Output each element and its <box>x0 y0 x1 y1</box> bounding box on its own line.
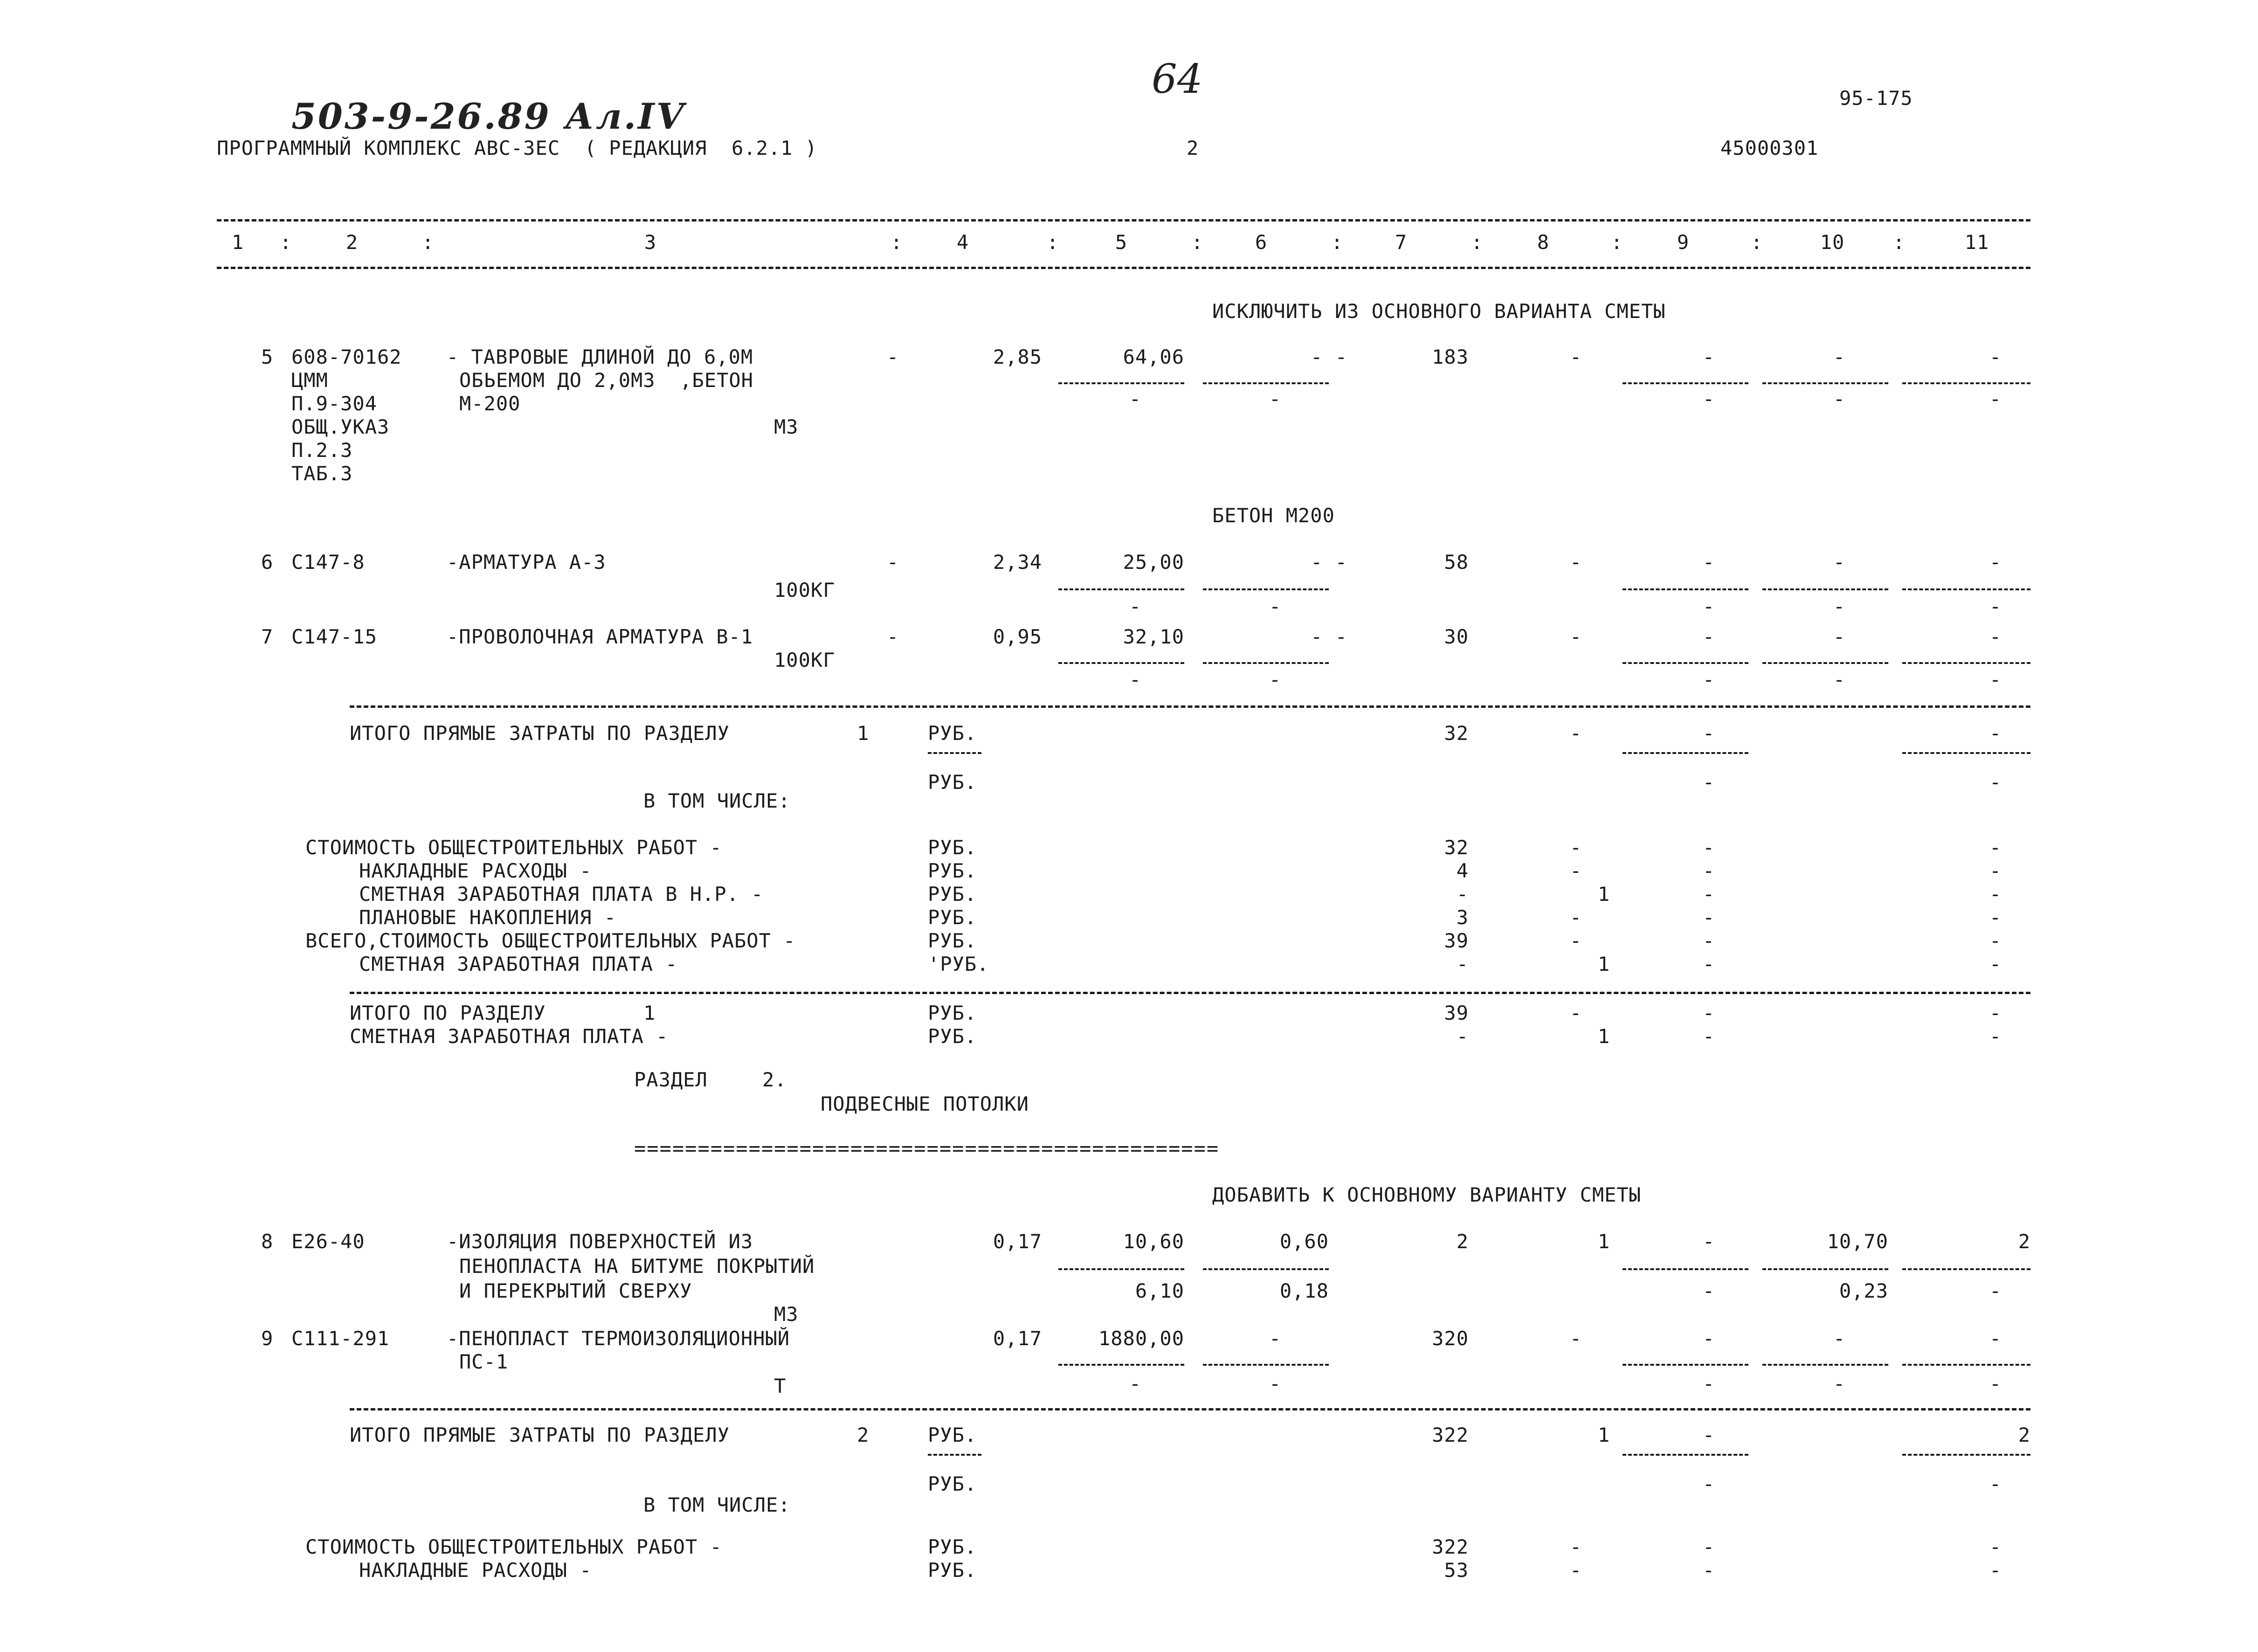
item-description: ПС-1 <box>459 1350 509 1373</box>
item-unit: 100КГ <box>774 649 836 671</box>
handwritten-page-number: 64 <box>1152 56 1203 103</box>
col9-value: - <box>1702 1535 1715 1558</box>
col8-value: 1 <box>1597 953 1610 975</box>
col4-value: - <box>886 346 899 368</box>
handwritten-code: 503-9-26.89 Ал.IV <box>291 96 686 137</box>
sub-col9-value: - <box>1702 595 1715 618</box>
col6-value: 0,60 <box>1279 1230 1329 1253</box>
currency-label: РУБ. <box>928 883 977 905</box>
sub-col9-value: - <box>1702 387 1715 410</box>
total-section-number: 2 <box>857 1424 870 1446</box>
col8-value: - <box>1569 836 1582 859</box>
col7-value: 322 <box>1432 1424 1469 1446</box>
col11-value: - <box>1989 1559 2002 1582</box>
sub-rule <box>1203 588 1329 590</box>
sub-col10-value: - <box>1833 595 1846 618</box>
item-unit: М3 <box>774 1303 799 1326</box>
col8-value: - <box>1569 625 1582 648</box>
total-label: ИТОГО ПРЯМЫЕ ЗАТРАТЫ ПО РАЗДЕЛУ <box>350 722 730 745</box>
col5-value: 64,06 <box>1123 346 1184 368</box>
column-separator: : <box>1893 231 1906 254</box>
col11-value: - <box>1989 722 2002 745</box>
column-number: 1 <box>231 231 244 254</box>
sub-rule <box>1623 588 1748 590</box>
header-top-rule <box>217 219 2030 221</box>
sub-rule <box>1902 588 2030 590</box>
column-separator: : <box>422 231 435 254</box>
col11-value: - <box>1989 771 2002 794</box>
column-header-row <box>0 232 2258 255</box>
item-description: -ПРОВОЛОЧНАЯ АРМАТУРА В-1 <box>447 625 753 648</box>
col11-value: 2 <box>2018 1424 2030 1446</box>
item-description: М-200 <box>459 392 521 415</box>
col4-value: - <box>886 625 899 648</box>
sub-col6-value: - <box>1269 595 1282 618</box>
col5-value: 25,00 <box>1123 551 1184 574</box>
currency-label: РУБ. <box>928 722 977 745</box>
section-label: РАЗДЕЛ <box>634 1068 708 1091</box>
col7-value: 3 <box>1456 906 1469 929</box>
column-number: 2 <box>345 231 359 254</box>
item-unit: М3 <box>774 415 799 438</box>
col11-value: - <box>1989 1025 2002 1048</box>
quantity-value: 0,95 <box>993 625 1042 648</box>
sub-rule <box>1058 382 1184 384</box>
sub-col10-value: - <box>1833 668 1846 691</box>
column-number: 10 <box>1820 231 1845 254</box>
sub-rule <box>1058 1268 1184 1270</box>
currency-label: РУБ. <box>928 906 977 929</box>
item-code: ОБЩ.УКАЗ <box>291 415 390 438</box>
column-separator: : <box>280 231 292 254</box>
sub-rule <box>1203 1364 1329 1366</box>
col9-value: - <box>1702 625 1715 648</box>
col10-value: - <box>1833 346 1846 368</box>
col9-value: - <box>1702 836 1715 859</box>
sub-rule <box>1058 588 1184 590</box>
section-underline: ============================================== <box>634 1138 1220 1159</box>
col11-value: - <box>1989 1472 2002 1495</box>
col9-value: - <box>1702 929 1715 952</box>
breakdown-label: НАКЛАДНЫЕ РАСХОДЫ - <box>359 859 592 882</box>
column-number: 9 <box>1677 231 1690 254</box>
total-label: ИТОГО ПРЯМЫЕ ЗАТРАТЫ ПО РАЗДЕЛУ <box>350 1424 730 1446</box>
column-number: 11 <box>1964 231 1989 254</box>
col9-value: - <box>1702 1230 1715 1253</box>
concrete-heading: БЕТОН М200 <box>1212 504 1335 527</box>
quantity-value: 2,34 <box>993 551 1042 574</box>
col9-value: - <box>1702 906 1715 929</box>
col7-value: - <box>1456 883 1469 905</box>
sub-rule <box>1902 1454 2030 1456</box>
section-rule <box>350 705 2030 708</box>
col8-value: - <box>1569 1535 1582 1558</box>
col11-value: - <box>1989 551 2002 574</box>
col11-value: - <box>1989 906 2002 929</box>
item-description: И ПЕРЕКРЫТИЙ СВЕРХУ <box>459 1279 692 1302</box>
total-section-number: 1 <box>857 722 870 745</box>
column-number: 7 <box>1395 231 1408 254</box>
column-number: 5 <box>1115 231 1128 254</box>
col7-value: - <box>1456 953 1469 975</box>
sub-col11-value: - <box>1989 1279 2002 1302</box>
item-number: 5 <box>261 346 274 368</box>
col11-value: 2 <box>2018 1230 2030 1253</box>
exclude-heading: ИСКЛЮЧИТЬ ИЗ ОСНОВНОГО ВАРИАНТА СМЕТЫ <box>1212 300 1666 323</box>
item-code: С111-291 <box>291 1327 390 1350</box>
item-number: 9 <box>261 1327 274 1350</box>
quantity-value: 0,17 <box>993 1230 1042 1253</box>
wage-label: СМЕТНАЯ ЗАРАБОТНАЯ ПЛАТА - <box>350 1025 669 1048</box>
sub-col5-value: - <box>1129 595 1142 618</box>
col8-value: - <box>1569 1327 1582 1350</box>
currency-label: РУБ. <box>928 1025 977 1048</box>
sheet-number: 2 <box>1187 137 1199 159</box>
item-code: ТАБ.3 <box>291 462 353 485</box>
col7-value: - <box>1456 1025 1469 1048</box>
sub-rule <box>1623 752 1748 754</box>
breakdown-label: НАКЛАДНЫЕ РАСХОДЫ - <box>359 1559 592 1582</box>
col7-value: 53 <box>1444 1559 1469 1582</box>
item-number: 8 <box>261 1230 274 1253</box>
sub-rule <box>1762 1268 1888 1270</box>
item-code: ЦММ <box>291 369 328 392</box>
col9-value: - <box>1702 859 1715 882</box>
col4-value: - <box>886 551 899 574</box>
col7-value: 4 <box>1456 859 1469 882</box>
col9-value: - <box>1702 1002 1715 1024</box>
sub-col11-value: - <box>1989 668 2002 691</box>
sub-rule <box>1623 662 1748 664</box>
col11-value: - <box>1989 346 2002 368</box>
quantity-value: 2,85 <box>993 346 1042 368</box>
column-number: 8 <box>1537 231 1550 254</box>
col8-value: 1 <box>1597 1025 1610 1048</box>
currency-label: 'РУБ. <box>928 953 989 975</box>
col11-value: - <box>1989 883 2002 905</box>
col8-value: - <box>1569 1559 1582 1582</box>
column-number: 4 <box>956 231 969 254</box>
sub-col11-value: - <box>1989 1372 2002 1395</box>
column-separator: : <box>1471 231 1484 254</box>
col10-value: 10,70 <box>1827 1230 1888 1253</box>
add-heading: ДОБАВИТЬ К ОСНОВНОМУ ВАРИАНТУ СМЕТЫ <box>1212 1183 1642 1206</box>
col11-value: - <box>1989 625 2002 648</box>
col8-value: - <box>1569 346 1582 368</box>
col9-value: - <box>1702 883 1715 905</box>
header-bottom-rule <box>217 267 2030 269</box>
col8-value: 1 <box>1597 1424 1610 1446</box>
item-description: ОБЬЕМОМ ДО 2,0М3 ,БЕТОН <box>459 369 753 392</box>
currency-label: РУБ. <box>928 1535 977 1558</box>
sub-col11-value: - <box>1989 595 2002 618</box>
col9-value: - <box>1702 1327 1715 1350</box>
col5-value: 32,10 <box>1123 625 1184 648</box>
currency-label: РУБ. <box>928 836 977 859</box>
col6-value: - <box>1269 1327 1282 1350</box>
col11-value: - <box>1989 1535 2002 1558</box>
sub-rule <box>1623 1268 1748 1270</box>
col8-value: - <box>1569 1002 1582 1024</box>
item-description: - ТАВРОВЫЕ ДЛИНОЙ ДО 6,0М <box>447 346 753 368</box>
including-heading: В ТОМ ЧИСЛЕ: <box>643 1493 791 1516</box>
sub-rule <box>1902 1364 2030 1366</box>
col7-value: 32 <box>1444 836 1469 859</box>
currency-label: РУБ. <box>928 929 977 952</box>
total-label: ИТОГО ПО РАЗДЕЛУ <box>350 1002 546 1024</box>
col6-value: - - <box>1311 346 1347 368</box>
currency-label: РУБ. <box>928 1424 977 1446</box>
sub-rule <box>1058 662 1184 664</box>
section-rule <box>350 992 2030 994</box>
currency-rule <box>928 1454 981 1456</box>
section-title: ПОДВЕСНЫЕ ПОТОЛКИ <box>821 1092 1029 1115</box>
sub-rule <box>1203 662 1329 664</box>
col8-value: - <box>1569 859 1582 882</box>
col8-value: - <box>1569 551 1582 574</box>
column-separator: : <box>1331 231 1344 254</box>
sub-col10-value: - <box>1833 1372 1846 1395</box>
sub-rule <box>1203 1268 1329 1270</box>
col9-value: - <box>1702 722 1715 745</box>
col5-value: 1880,00 <box>1098 1327 1184 1350</box>
quantity-value: 0,17 <box>993 1327 1042 1350</box>
column-separator: : <box>1611 231 1623 254</box>
sub-col6-value: 0,18 <box>1279 1279 1329 1302</box>
column-separator: : <box>1191 231 1204 254</box>
col7-value: 58 <box>1444 551 1469 574</box>
col10-value: - <box>1833 625 1846 648</box>
column-separator: : <box>891 231 903 254</box>
section-number: 2. <box>762 1068 787 1091</box>
item-code: П.2.3 <box>291 439 353 462</box>
ref-number: 95-175 <box>1839 87 1913 110</box>
col7-value: 183 <box>1432 346 1469 368</box>
sub-col6-value: - <box>1269 387 1282 410</box>
col11-value: - <box>1989 859 2002 882</box>
col9-value: - <box>1702 1424 1715 1446</box>
item-unit: 100КГ <box>774 579 836 601</box>
col9-value: - <box>1702 953 1715 975</box>
col8-value: - <box>1569 722 1582 745</box>
sub-rule <box>1623 1454 1748 1456</box>
col11-value: - <box>1989 1002 2002 1024</box>
col11-value: - <box>1989 953 2002 975</box>
currency-label: РУБ. <box>928 1472 977 1495</box>
sub-col10-value: - <box>1833 387 1846 410</box>
breakdown-label: ВСЕГО,СТОИМОСТЬ ОБЩЕСТРОИТЕЛЬНЫХ РАБОТ - <box>305 929 796 952</box>
sub-col9-value: - <box>1702 668 1715 691</box>
program-line: ПРОГРАММНЫЙ КОМПЛЕКС АВС-3ЕС ( РЕДАКЦИЯ 6.2.1 ) <box>217 137 818 159</box>
col9-value: - <box>1702 1025 1715 1048</box>
currency-label: РУБ. <box>928 1002 977 1024</box>
col7-value: 30 <box>1444 625 1469 648</box>
item-code: С147-15 <box>291 625 378 648</box>
sub-rule <box>1762 588 1888 590</box>
item-code: 608-70162 <box>291 346 402 368</box>
sub-rule <box>1902 662 2030 664</box>
item-description: -АРМАТУРА А-3 <box>447 551 606 574</box>
item-unit: Т <box>774 1375 787 1397</box>
col11-value: - <box>1989 836 2002 859</box>
col6-value: - - <box>1311 551 1347 574</box>
sub-col5-value: - <box>1129 668 1142 691</box>
item-description: -ИЗОЛЯЦИЯ ПОВЕРХНОСТЕЙ ИЗ <box>447 1230 753 1253</box>
section-rule <box>350 1408 2030 1410</box>
col11-value: - <box>1989 929 2002 952</box>
breakdown-label: ПЛАНОВЫЕ НАКОПЛЕНИЯ - <box>359 906 617 929</box>
breakdown-label: СМЕТНАЯ ЗАРАБОТНАЯ ПЛАТА В Н.Р. - <box>359 883 764 905</box>
sub-col5-value: 6,10 <box>1135 1279 1184 1302</box>
col7-value: 320 <box>1432 1327 1469 1350</box>
item-number: 7 <box>261 625 274 648</box>
sub-rule <box>1203 382 1329 384</box>
col8-value: 1 <box>1597 1230 1610 1253</box>
sub-rule <box>1058 1364 1184 1366</box>
column-separator: : <box>1751 231 1763 254</box>
sub-rule <box>1762 1364 1888 1366</box>
item-number: 6 <box>261 551 274 574</box>
currency-label: РУБ. <box>928 771 977 794</box>
col6-value: - - <box>1311 625 1347 648</box>
breakdown-label: СМЕТНАЯ ЗАРАБОТНАЯ ПЛАТА - <box>359 953 678 975</box>
col5-value: 10,60 <box>1123 1230 1184 1253</box>
currency-label: РУБ. <box>928 859 977 882</box>
col10-value: - <box>1833 1327 1846 1350</box>
col9-value: - <box>1702 771 1715 794</box>
sub-rule <box>1902 752 2030 754</box>
column-separator: : <box>1047 231 1059 254</box>
item-description: -ПЕНОПЛАСТ ТЕРМОИЗОЛЯЦИОННЫЙ <box>447 1327 790 1350</box>
col7-value: 39 <box>1444 929 1469 952</box>
col8-value: 1 <box>1597 883 1610 905</box>
sub-col9-value: - <box>1702 1372 1715 1395</box>
col7-value: 322 <box>1432 1535 1469 1558</box>
column-number: 6 <box>1255 231 1268 254</box>
col8-value: - <box>1569 929 1582 952</box>
breakdown-label: СТОИМОСТЬ ОБЩЕСТРОИТЕЛЬНЫХ РАБОТ - <box>305 1535 722 1558</box>
sub-col10-value: 0,23 <box>1839 1279 1888 1302</box>
including-heading: В ТОМ ЧИСЛЕ: <box>643 789 791 812</box>
col10-value: - <box>1833 551 1846 574</box>
breakdown-label: СТОИМОСТЬ ОБЩЕСТРОИТЕЛЬНЫХ РАБОТ - <box>305 836 722 859</box>
col11-value: - <box>1989 1327 2002 1350</box>
item-description: ПЕНОПЛАСТА НА БИТУМЕ ПОКРЫТИЙ <box>459 1255 815 1278</box>
col9-value: - <box>1702 346 1715 368</box>
sub-col11-value: - <box>1989 387 2002 410</box>
col8-value: - <box>1569 906 1582 929</box>
sub-col6-value: - <box>1269 1372 1282 1395</box>
sub-rule <box>1623 382 1748 384</box>
sub-rule <box>1623 1364 1748 1366</box>
total-section-number: 1 <box>643 1002 656 1024</box>
item-code: С147-8 <box>291 551 365 574</box>
col9-value: - <box>1702 1472 1715 1495</box>
column-number: 3 <box>644 231 657 254</box>
col7-value: 32 <box>1444 722 1469 745</box>
currency-label: РУБ. <box>928 1559 977 1582</box>
col7-value: 39 <box>1444 1002 1469 1024</box>
sub-rule <box>1902 382 2030 384</box>
sub-rule <box>1902 1268 2030 1270</box>
col7-value: 2 <box>1456 1230 1469 1253</box>
item-code: П.9-304 <box>291 392 378 415</box>
sub-col9-value: - <box>1702 1279 1715 1302</box>
sub-rule <box>1762 662 1888 664</box>
sub-col5-value: - <box>1129 1372 1142 1395</box>
sub-rule <box>1762 382 1888 384</box>
col9-value: - <box>1702 1559 1715 1582</box>
currency-rule <box>928 752 981 754</box>
sub-col6-value: - <box>1269 668 1282 691</box>
item-code: Е26-40 <box>291 1230 365 1253</box>
sub-col5-value: - <box>1129 387 1142 410</box>
document-id: 45000301 <box>1720 137 1819 159</box>
col9-value: - <box>1702 551 1715 574</box>
